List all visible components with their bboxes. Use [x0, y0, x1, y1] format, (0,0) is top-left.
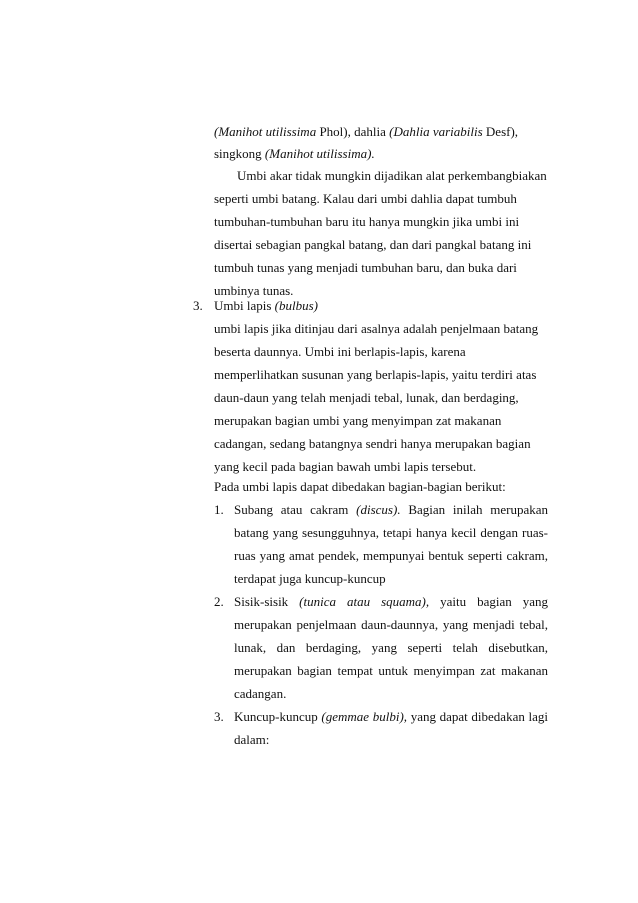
text-line: yang kecil pada bagian bawah umbi lapis tersebut. [214, 459, 477, 474]
text-line: cadangan. [234, 686, 287, 701]
list-item-first-line [234, 706, 548, 728]
italic-text: (Dahlia variabilis [389, 124, 483, 139]
text-line: cadangan, sedang batangnya sendri hanya merupakan bagian [214, 436, 531, 451]
text-span: Sisik-sisik [234, 594, 300, 609]
text-span: Desf), [482, 124, 519, 139]
italic-text: (discus). [356, 502, 401, 517]
heading-text: Umbi lapis [214, 298, 275, 313]
text-line: merupakan bagian tempat untuk menyimpan zat makanan [234, 663, 548, 678]
text-line: Umbi akar tidak mungkin dijadikan alat perkembangbiakan [237, 168, 547, 183]
italic-text: (tunica atau squama), [299, 594, 430, 609]
text-line [214, 121, 518, 143]
text-line: terdapat juga kuncup-kuncup [234, 571, 386, 586]
text-line: beserta daunnya. Umbi ini berlapis-lapis, karena [214, 344, 466, 359]
text-span: Bagian inilah merupakan [400, 502, 548, 517]
text-line: umbi lapis jika ditinjau dari asalnya adalah penjelmaan batang [214, 321, 539, 336]
text-line: merupakan bagian umbi yang menyimpan zat makanan [214, 413, 502, 428]
text-span: Kuncup-kuncup [234, 709, 322, 724]
italic-text: (bulbus) [274, 298, 319, 313]
italic-text: (Manihot utilissima [214, 124, 317, 139]
text-line: batang yang sesungguhnya, tetapi hanya kecil dengan ruas- [234, 525, 548, 540]
text-line: dalam: [234, 732, 270, 747]
text-line: tumbuhan-tumbuhan baru itu hanya mungkin jika umbi ini [214, 214, 520, 229]
text-line: ruas yang amat pendek, mempunyai bentuk seperti cakram, [234, 548, 548, 563]
text-line: lunak, dan berdaging, yang seperti telah disebutkan, [234, 640, 548, 655]
text-span: yaitu bagian yang [429, 594, 548, 609]
text-span: yang dapat dibedakan lagi [407, 709, 548, 724]
list-item-first-line [234, 591, 548, 613]
text-span: Subang atau cakram [234, 502, 357, 517]
list-item-first-line [234, 499, 548, 521]
text-line: umbinya tunas. [214, 283, 294, 298]
italic-text: (Manihot utilissima). [264, 146, 375, 161]
text-line: daun-daun yang telah menjadi tebal, lunak, dan berdaging, [214, 390, 519, 405]
text-line: tumbuh tunas yang menjadi tumbuhan baru, dan buka dari [214, 260, 517, 275]
list-number: 3. [214, 709, 224, 724]
text-line: memperlihatkan susunan yang berlapis-lapis, yaitu terdiri atas [214, 367, 537, 382]
list-number: 2. [214, 594, 224, 609]
list-number: 1. [214, 502, 224, 517]
text-line: merupakan penjelmaan daun-daunnya, yang menjadi tebal, [234, 617, 548, 632]
text-span: Phol), dahlia [316, 124, 390, 139]
section-heading [214, 295, 318, 317]
text-line [214, 143, 375, 165]
text-line: seperti umbi batang. Kalau dari umbi dahlia dapat tumbuh [214, 191, 517, 206]
list-number: 3. [193, 298, 203, 313]
text-span: singkong [214, 146, 265, 161]
text-line: disertai sebagian pangkal batang, dan dari pangkal batang ini [214, 237, 532, 252]
text-line: Pada umbi lapis dapat dibedakan bagian-bagian berikut: [214, 479, 506, 494]
italic-text: (gemmae bulbi), [321, 709, 408, 724]
